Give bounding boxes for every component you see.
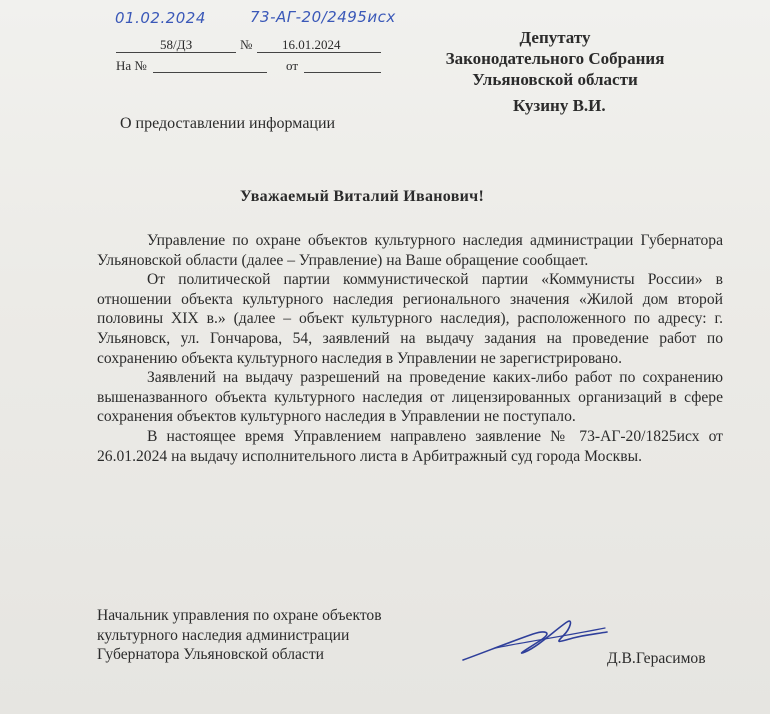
body-paragraph-2: От политической партии коммунистической партии «Коммунисты России» в отношении объекта культурного наследия регионального значения «Жилой дом второй половины XIX в.» (далее – объект культурного наследия), расположенного по адресу: г. Ульяновск, ул. Гончарова, 54, заявлений на выдачу задания на проведение работ по сохранению объекта культурного наследия в Управлении не зарегистрировано. (97, 271, 723, 367)
handwritten-date: 01.02.2024 (115, 9, 206, 27)
signer-position (97, 606, 382, 665)
handwritten-signature (455, 612, 615, 672)
addressee-organization: Законодательного Собрания (445, 49, 665, 68)
addressee-region: Ульяновской области (472, 70, 638, 89)
body-paragraph-1: Управление по охране объектов культурного наследия администрации Губернатора Ульяновской области (далее – Управление) на Ваше обращение сообщает. (97, 232, 723, 269)
signer-line-3: Губернатора Ульяновской области (97, 646, 324, 664)
reg-number-mark: № (240, 37, 253, 52)
registration-number: 58/ДЗ (160, 37, 193, 52)
reg-date-underline (257, 52, 381, 53)
letter-body (97, 231, 723, 466)
addressee-title: Депутату (519, 28, 591, 47)
from-label: от (286, 58, 299, 73)
signer-line-1: Начальник управления по охране объектов (97, 607, 382, 624)
addressee-block (405, 27, 705, 90)
body-paragraph-3: Заявлений на выдачу разрешений на проведение каких-либо работ по сохранению вышеназванного объекта культурного наследия от лицензированных организаций в сфере сохранения объектов культурного наследия в Управлении не поступало. (97, 369, 723, 426)
handwritten-outgoing-number: 73-АГ-20/2495исх (250, 8, 396, 26)
reg-number-underline (116, 52, 236, 53)
signer-line-2: культурного наследия администрации (97, 626, 350, 644)
from-date-underline (304, 72, 381, 73)
signer-name: Д.В.Герасимов (607, 650, 706, 667)
on-number-label: На № (116, 58, 147, 73)
letter-subject: О предоставлении информации (120, 115, 336, 132)
greeting: Уважаемый Виталий Иванович! (240, 188, 485, 205)
body-paragraph-4: В настоящее время Управлением направлено заявление № 73-АГ-20/1825исх от 26.01.2024 на выдачу исполнительного листа в Арбитражный суд города Москвы. (97, 427, 723, 465)
registration-date: 16.01.2024 (282, 37, 341, 52)
addressee-name: Кузину В.И. (513, 96, 606, 115)
on-number-underline (153, 72, 267, 73)
